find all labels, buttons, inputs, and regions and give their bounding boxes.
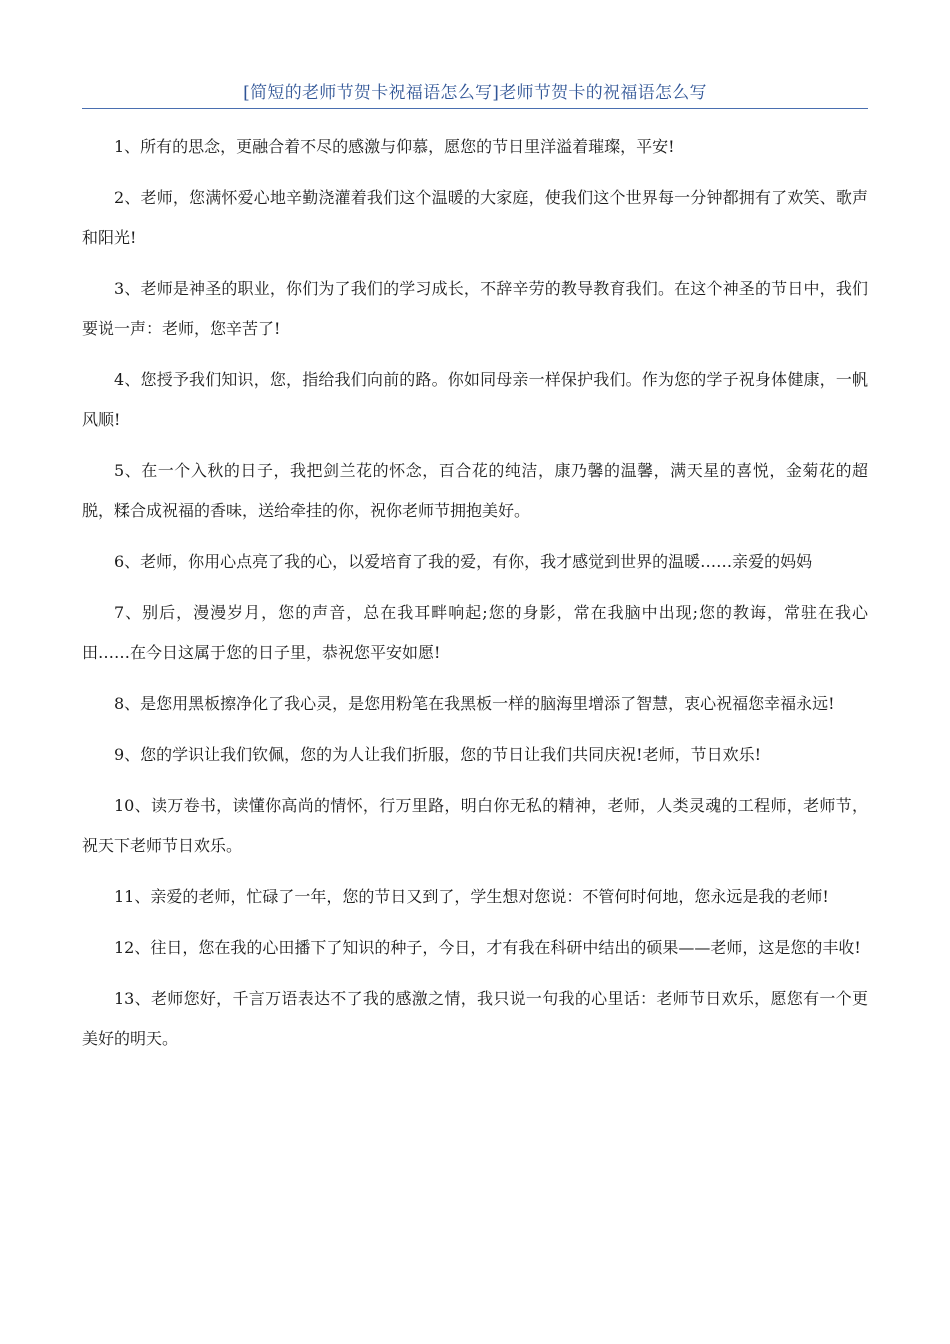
paragraph: 10、读万卷书，读懂你高尚的情怀，行万里路，明白你无私的精神，老师，人类灵魂的工程师，老师节，祝天下老师节日欢乐。 [82,796,868,855]
paragraph: 6、老师，你用心点亮了我的心，以爱培育了我的爱，有你，我才感觉到世界的温暖……亲爱的妈妈 [114,552,813,571]
document-title: [简短的老师节贺卡祝福语怎么写]老师节贺卡的祝福语怎么写 [243,83,707,103]
paragraph: 7、别后，漫漫岁月，您的声音，总在我耳畔响起;您的身影，常在我脑中出现;您的教诲，常驻在我心田……在今日这属于您的日子里，恭祝您平安如愿! [82,603,868,662]
paragraph: 12、往日，您在我的心田播下了知识的种子，今日，才有我在科研中结出的硕果——老师，这是您的丰收! [114,938,861,957]
paragraph: 2、老师，您满怀爱心地辛勤浇灌着我们这个温暖的大家庭，使我们这个世界每一分钟都拥有了欢笑、歌声和阳光! [82,188,868,247]
paragraph: 8、是您用黑板擦净化了我心灵，是您用粉笔在我黑板一样的脑海里增添了智慧，衷心祝福您幸福永远! [114,694,835,713]
paragraph: 4、您授予我们知识，您，指给我们向前的路。你如同母亲一样保护我们。作为您的学子祝身体健康，一帆风顺! [82,370,868,429]
paragraph: 9、您的学识让我们钦佩，您的为人让我们折服，您的节日让我们共同庆祝!老师，节日欢乐! [114,745,762,764]
paragraph: 1、所有的思念，更融合着不尽的感激与仰慕，愿您的节日里洋溢着璀璨，平安! [114,137,675,156]
paragraph-list [82,127,868,1059]
document-page [82,80,868,1070]
title-underline [82,108,868,109]
paragraph: 3、老师是神圣的职业，你们为了我们的学习成长，不辞辛劳的教导教育我们。在这个神圣的节日中，我们要说一声：老师，您辛苦了! [82,279,868,338]
paragraph: 13、老师您好，千言万语表达不了我的感激之情，我只说一句我的心里话：老师节日欢乐，愿您有一个更美好的明天。 [82,989,868,1048]
paragraph: 5、在一个入秋的日子，我把剑兰花的怀念，百合花的纯洁，康乃馨的温馨，满天星的喜悦，金菊花的超脱，糅合成祝福的香味，送给牵挂的你，祝你老师节拥抱美好。 [82,461,868,520]
paragraph: 11、亲爱的老师，忙碌了一年，您的节日又到了，学生想对您说：不管何时何地，您永远是我的老师! [114,887,829,906]
